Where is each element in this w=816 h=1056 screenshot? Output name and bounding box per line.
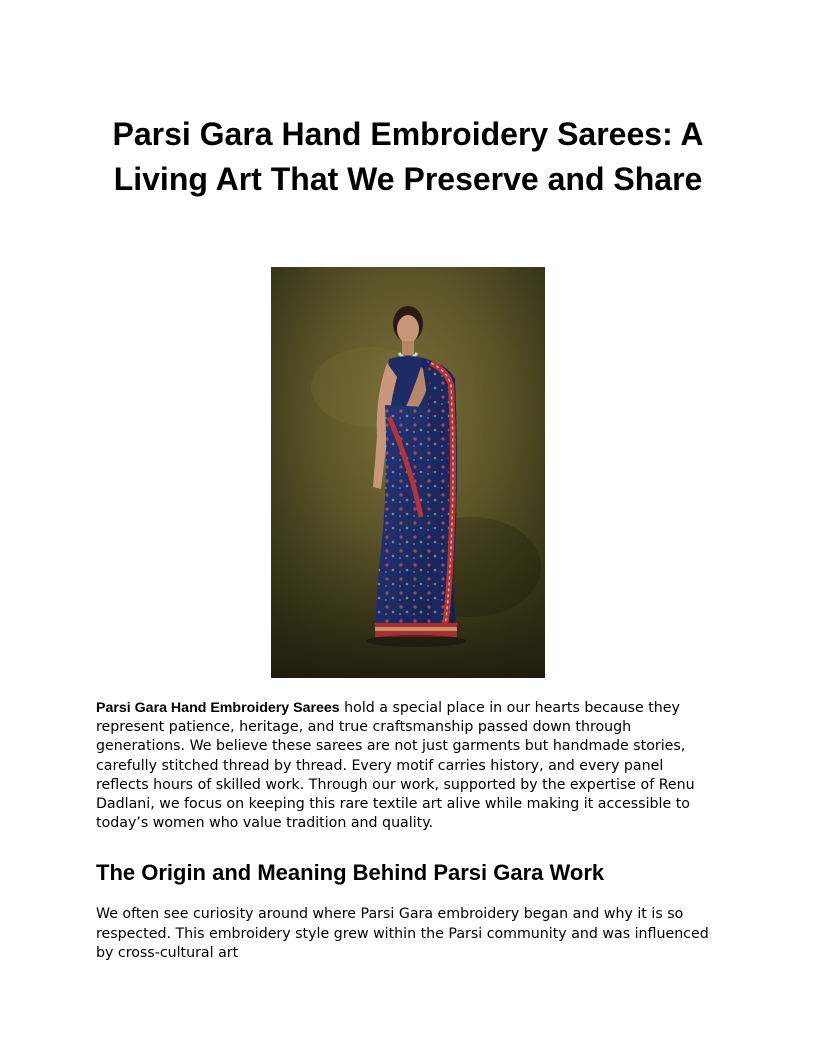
page-title: Parsi Gara Hand Embroidery Sarees: A Living Art That We Preserve and Share (112, 116, 704, 197)
saree-model-photo (271, 267, 545, 678)
section-paragraph: We often see curiosity around where Parsi Gara embroidery began and why it is so respected. This embroidery style grew within the Parsi community and was influenced by cross-cultural art (96, 906, 709, 961)
section-heading: The Origin and Meaning Behind Parsi Gara Work (96, 860, 605, 885)
intro-paragraph (96, 699, 720, 833)
intro-bold-lead: Parsi Gara Hand Embroidery Sarees (96, 700, 340, 716)
intro-text: hold a special place in our hearts because they represent patience, heritage, and true craftsmanship passed down through generations. We believe these sarees are not just garments but handmade stories, carefully stitched thread by thread. Every motif carries history, and every panel reflects hours of skilled work. Through our work, supported by the expertise of Renu Dadlani, we focus on keeping this rare textile art alive while making it accessible to today’s women who value tradition and quality. (96, 700, 695, 832)
